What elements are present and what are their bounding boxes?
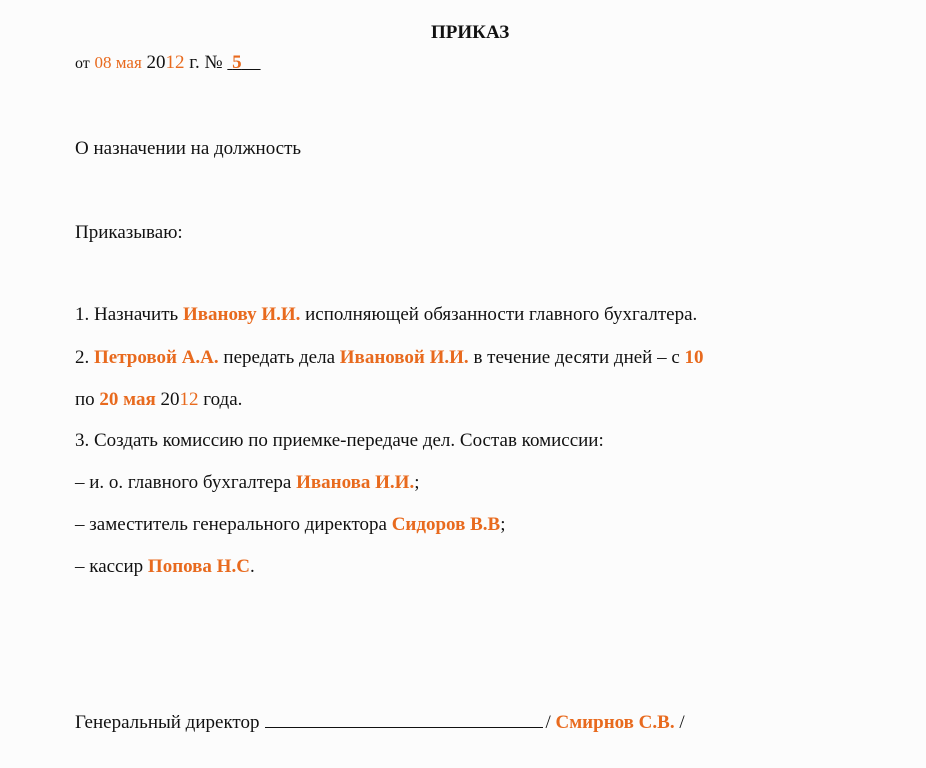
document-title: ПРИКАЗ: [431, 22, 510, 43]
item-3: 3. Создать комиссию по приемке-передаче дел. Состав комиссии:: [75, 430, 604, 451]
item-2-continued: по 20 мая 2012 года.: [75, 389, 243, 410]
signature-field: [265, 709, 543, 728]
member-2: – заместитель генерального директора Сидоров В.В;: [75, 514, 506, 535]
year-part-highlight: 12: [165, 52, 185, 73]
order-word: Приказываю:: [75, 222, 183, 243]
member-1: – и. о. главного бухгалтера Иванова И.И.;: [75, 472, 420, 493]
person-name: Иванова И.И.: [296, 472, 415, 493]
signatory-position: Генеральный директор: [75, 712, 260, 733]
date-suffix: г. №: [184, 52, 223, 73]
person-name: Ивановой И.И.: [339, 347, 469, 368]
person-name: Сидоров В.В: [391, 514, 501, 535]
date-to: 20 мая: [99, 389, 156, 410]
member-3: – кассир Попова Н.С.: [75, 556, 255, 577]
person-name: Петровой А.А.: [94, 347, 219, 368]
date-line: [75, 52, 261, 74]
date-day-month: 08 мая: [94, 53, 142, 72]
date-from: 10: [684, 347, 704, 368]
item-1: 1. Назначить Иванову И.И. исполняющей обязанности главного бухгалтера.: [75, 304, 698, 325]
year-part: 20: [146, 52, 166, 73]
item-2: 2. Петровой А.А. передать дела Ивановой И.И. в течение десяти дней – с 10: [75, 347, 704, 368]
person-name: Попова Н.С: [147, 556, 250, 577]
subject: О назначении на должность: [75, 138, 302, 159]
person-name: Иванову И.И.: [182, 304, 301, 325]
signatory-name: Смирнов С.В.: [555, 712, 675, 733]
order-number: 5: [232, 52, 242, 73]
signature-line: Генеральный директор / Смирнов С.В. /: [75, 709, 685, 734]
date-prefix: от: [75, 55, 90, 72]
